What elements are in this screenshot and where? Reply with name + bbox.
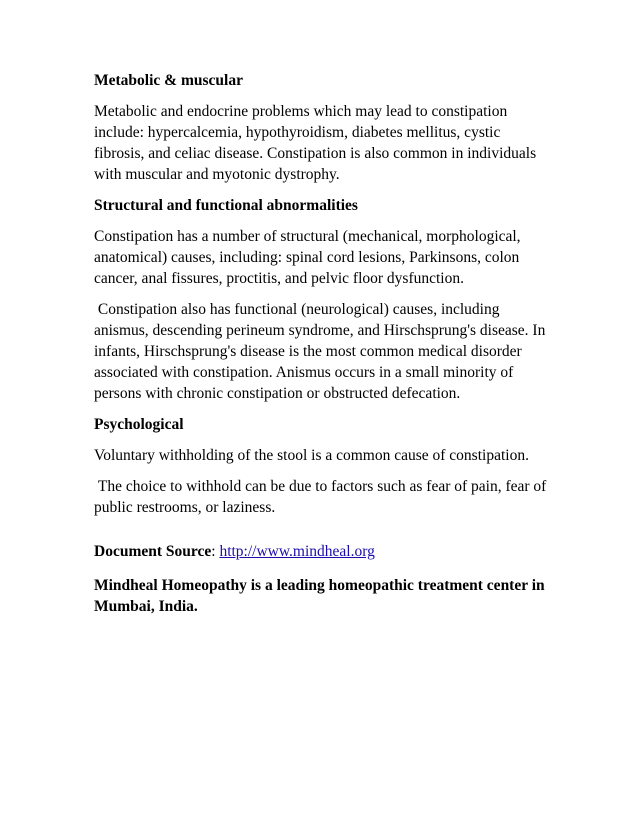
- source-label: Document Source: [94, 543, 212, 560]
- document-source: [94, 541, 554, 562]
- section-paragraph: Constipation also has functional (neurological) causes, including anismus, descending perineum syndrome, and Hirschsprung's disease. In infants, Hirschsprung's disease is the most common medical disorder associated with constipation. Anismus occurs in a small minority of persons with chronic constipation or obstructed defecation.: [94, 301, 550, 402]
- source-link[interactable]: http://www.mindheal.org: [219, 543, 375, 560]
- section-paragraph: Metabolic and endocrine problems which may lead to constipation include: hypercalcemia, hypothyroidism, diabetes mellitus, cystic fibrosis, and celiac disease. Constipation is also common in individuals with muscular and myotonic dystrophy.: [94, 103, 537, 183]
- section-psychological: [94, 414, 554, 518]
- section-structural-functional: [94, 195, 554, 404]
- source-separator: :: [211, 543, 220, 560]
- section-paragraph: Constipation has a number of structural (mechanical, morphological, anatomical) causes, including: spinal cord lesions, Parkinsons, colon cancer, anal fissures, proctitis, and pelvic floor dysfunction.: [94, 228, 525, 287]
- section-paragraph: Voluntary withholding of the stool is a common cause of constipation.: [94, 447, 529, 464]
- section-heading: Psychological: [94, 416, 184, 433]
- closing-statement: Mindheal Homeopathy is a leading homeopathic treatment center in Mumbai, India.: [94, 577, 545, 615]
- section-paragraph: The choice to withhold can be due to factors such as fear of pain, fear of public restrooms, or laziness.: [94, 478, 551, 516]
- section-heading: Metabolic & muscular: [94, 72, 243, 89]
- document-page: [94, 70, 554, 617]
- section-metabolic-muscular: [94, 70, 554, 185]
- section-heading: Structural and functional abnormalities: [94, 197, 358, 214]
